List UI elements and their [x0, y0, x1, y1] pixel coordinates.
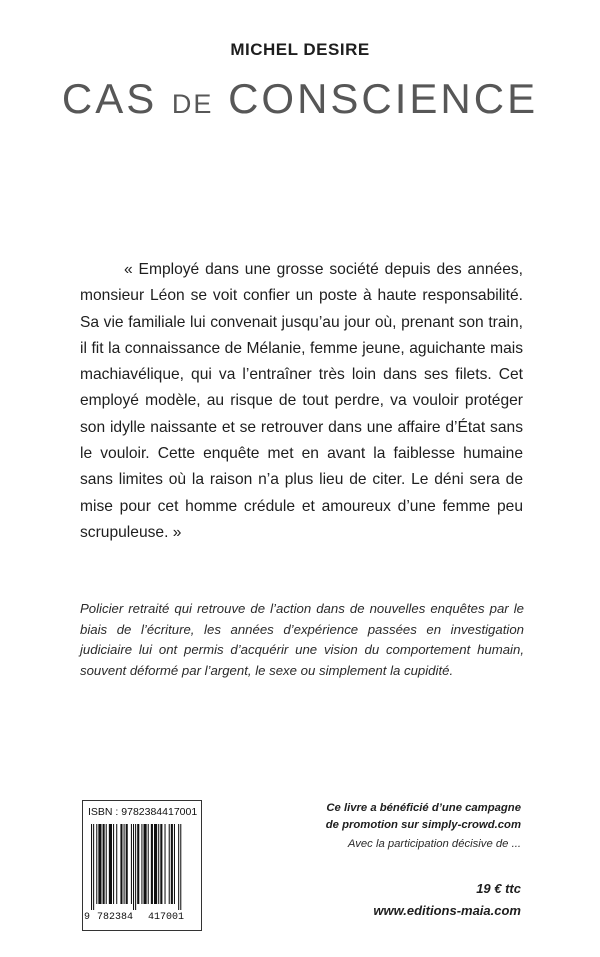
- barcode-bar: [124, 824, 125, 904]
- barcode-bar: [93, 824, 94, 910]
- promo-line-1: Ce livre a bénéficié d’une campagne: [326, 802, 521, 814]
- participation-text: Avec la participation décisive de ...: [347, 838, 521, 850]
- barcode-bar: [151, 824, 153, 904]
- publisher-website: www.editions-maia.com: [373, 903, 521, 918]
- summary-blurb: « Employé dans une grosse société depuis des années, monsieur Léon se voit confier un poste à haute responsabilité. Sa vie familiale lui convenait jusqu’au jour où, prenant son train, il fit la connaissance de Mélanie, femme jeune, aguichante mais machiavélique, qui va l’entraîner très loin dans ses filets. Cet employé modèle, au risque de tout perdre, va vouloir protéger son idylle naissante et se retrouver dans une affaire d’État sans le vouloir. Cette enquête met en avant la faiblesse humaine sans limites où la raison n’a plus lieu de citer. Le déni sera de mise pour cet homme crédule et amoureux d’une femme peu scrupuleuse. »: [80, 261, 523, 541]
- promo-line-2: de promotion sur simply-crowd.com: [325, 819, 521, 831]
- barcode-bar: [174, 824, 175, 904]
- barcode-bar: [171, 824, 173, 904]
- isbn-barcode-box: [82, 800, 202, 931]
- barcode-icon: [89, 824, 197, 910]
- barcode-bar: [106, 824, 107, 904]
- barcode-bar: [160, 824, 162, 904]
- barcode-bar: [91, 824, 92, 910]
- barcode-bar: [141, 824, 142, 904]
- barcode-bar: [144, 824, 147, 904]
- barcode-bar: [98, 824, 101, 904]
- isbn-digits-left: 782384: [97, 912, 134, 923]
- promo-text: [326, 800, 521, 834]
- barcode-bar: [158, 824, 159, 904]
- barcode-bar: [116, 824, 117, 904]
- barcode-bar: [135, 824, 136, 910]
- barcode-bar: [169, 824, 170, 904]
- barcode-bar: [126, 824, 128, 904]
- price: 19 € ttc: [476, 881, 521, 896]
- barcode-bar: [154, 824, 157, 904]
- barcode-bar: [180, 824, 181, 910]
- isbn-digits-right: 417001: [148, 912, 185, 923]
- barcode-bar: [103, 824, 105, 904]
- barcode-bar: [131, 824, 132, 904]
- author-bio: Policier retraité qui retrouve de l’action dans de nouvelles enquêtes par le biais de l’écriture, les années d’expérience passées en investigation judiciaire lui ont permis d’acquérir une vision du comportement humain, souvent déformé par l’argent, le sexe ou simplement la cupidité.: [80, 601, 524, 678]
- title-word-de: DE: [171, 89, 214, 119]
- author-name: MICHEL DESIRE: [230, 40, 370, 59]
- barcode-bar: [148, 824, 149, 904]
- isbn-label: ISBN : 9782384417001: [88, 806, 198, 818]
- title-word-conscience: CONSCIENCE: [228, 75, 539, 122]
- barcode-bar: [165, 824, 166, 904]
- title-word-cas: CAS: [61, 75, 158, 122]
- barcode-bar: [109, 824, 112, 904]
- barcode-bar: [178, 824, 179, 910]
- barcode-bar: [96, 824, 97, 904]
- isbn-digit-first: 9: [84, 912, 91, 923]
- barcode-bar: [113, 824, 114, 904]
- barcode-bar: [120, 824, 122, 904]
- barcode-bar: [137, 824, 139, 904]
- barcode-bar: [133, 824, 134, 910]
- book-title: [0, 74, 600, 129]
